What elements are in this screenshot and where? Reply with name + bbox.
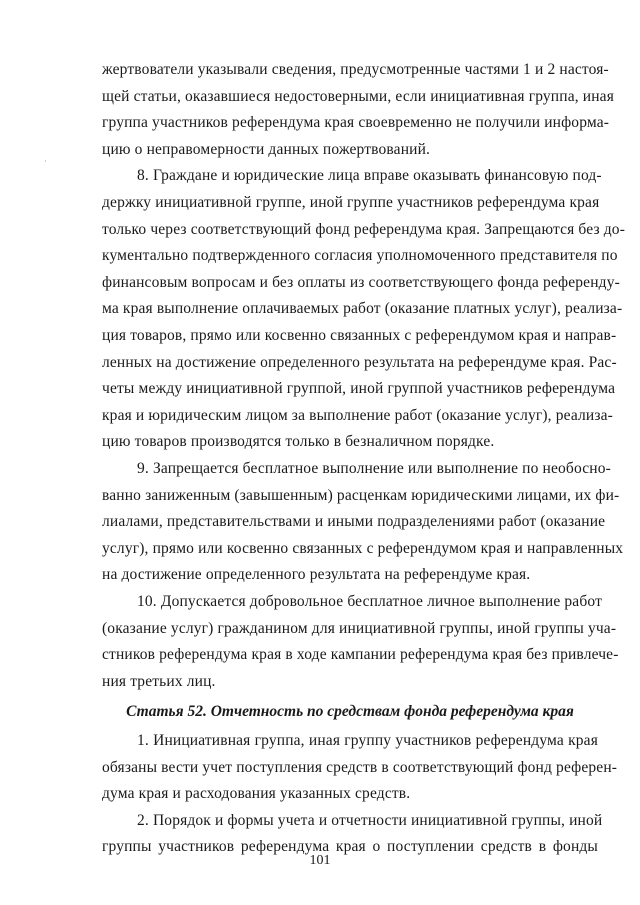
text-line: ванно заниженным (завышенным) расценкам юридическими лицами, их фи- — [102, 486, 620, 504]
text-line: дума края и расходования указанных средств. — [102, 785, 411, 803]
text-line: лиалами, представительствами и иными подразделениями работ (оказание — [102, 513, 606, 531]
text-line: держку инициативной группе, иной группе участников референдума края — [102, 194, 600, 211]
text-line: жертвователи указывали сведения, предусмотренные частями 1 и 2 настоя- — [102, 61, 609, 78]
text-line: ма края выполнение оплачиваемых работ (оказание платных услуг), реализа- — [102, 300, 623, 318]
text-line: группы участников референдума края о поступлении средств в фонды — [102, 838, 598, 856]
text-line: ленных на достижение определенного результата на референдуме края. Рас- — [102, 353, 617, 371]
article-heading: Статья 52. Отчетность по средствам фонда референдума края — [126, 703, 574, 721]
text-line: 2. Порядок и формы учета и отчетности инициативной группы, иной — [137, 811, 603, 829]
text-line: цию товаров производятся только в безналичном порядке. — [102, 433, 495, 451]
text-line: цию о неправомерности данных пожертвований. — [102, 140, 431, 158]
text-line: группа участников референдума края своевременно не получили информа- — [102, 114, 610, 132]
text-line: 1. Инициативная группа, иная группу участников референдума края — [137, 732, 598, 749]
text-line: 8. Граждане и юридические лица вправе оказывать финансовую под- — [137, 167, 602, 185]
text-line: четы между инициативной группой, иной группой участников референдума — [102, 380, 616, 398]
text-line: кументально подтвержденного согласия уполномоченного представителя по — [102, 247, 618, 265]
text-line: только через соответствующий фонд референдума края. Запрещаются без до- — [102, 220, 626, 238]
text-line: 9. Запрещается бесплатное выполнение или выполнение по необосно- — [137, 460, 611, 477]
text-line: финансовым вопросам и без оплаты из соответствующего фонда референду- — [102, 273, 620, 291]
text-line: ция товаров, прямо или косвенно связанных с референдумом края и направ- — [102, 327, 617, 344]
text-line: (оказание услуг) гражданином для инициативной группы, иной группы уча- — [102, 619, 617, 637]
text-line: щей статьи, оказавшиеся недостоверными, если инициативная группа, иная — [102, 87, 614, 105]
text-line: края и юридическим лицом за выполнение работ (оказание услуг), реализа- — [102, 406, 613, 424]
text-line: услуг), прямо или косвенно связанных с референдумом края и направленных — [102, 539, 624, 557]
text-line: 10. Допускается добровольное бесплатное личное выполнение работ — [137, 593, 602, 610]
text-line: стников референдума края в ходе кампании референдума края без привлече- — [102, 646, 619, 664]
text-line: обязаны вести учет поступления средств в соответствующий фонд референ- — [102, 758, 618, 776]
text-line: ния третьих лиц. — [102, 672, 216, 690]
text-line: на достижение определенного результата на референдуме края. — [102, 566, 531, 584]
page-number: 101 — [309, 853, 331, 868]
scan-artifact: · — [44, 157, 47, 166]
